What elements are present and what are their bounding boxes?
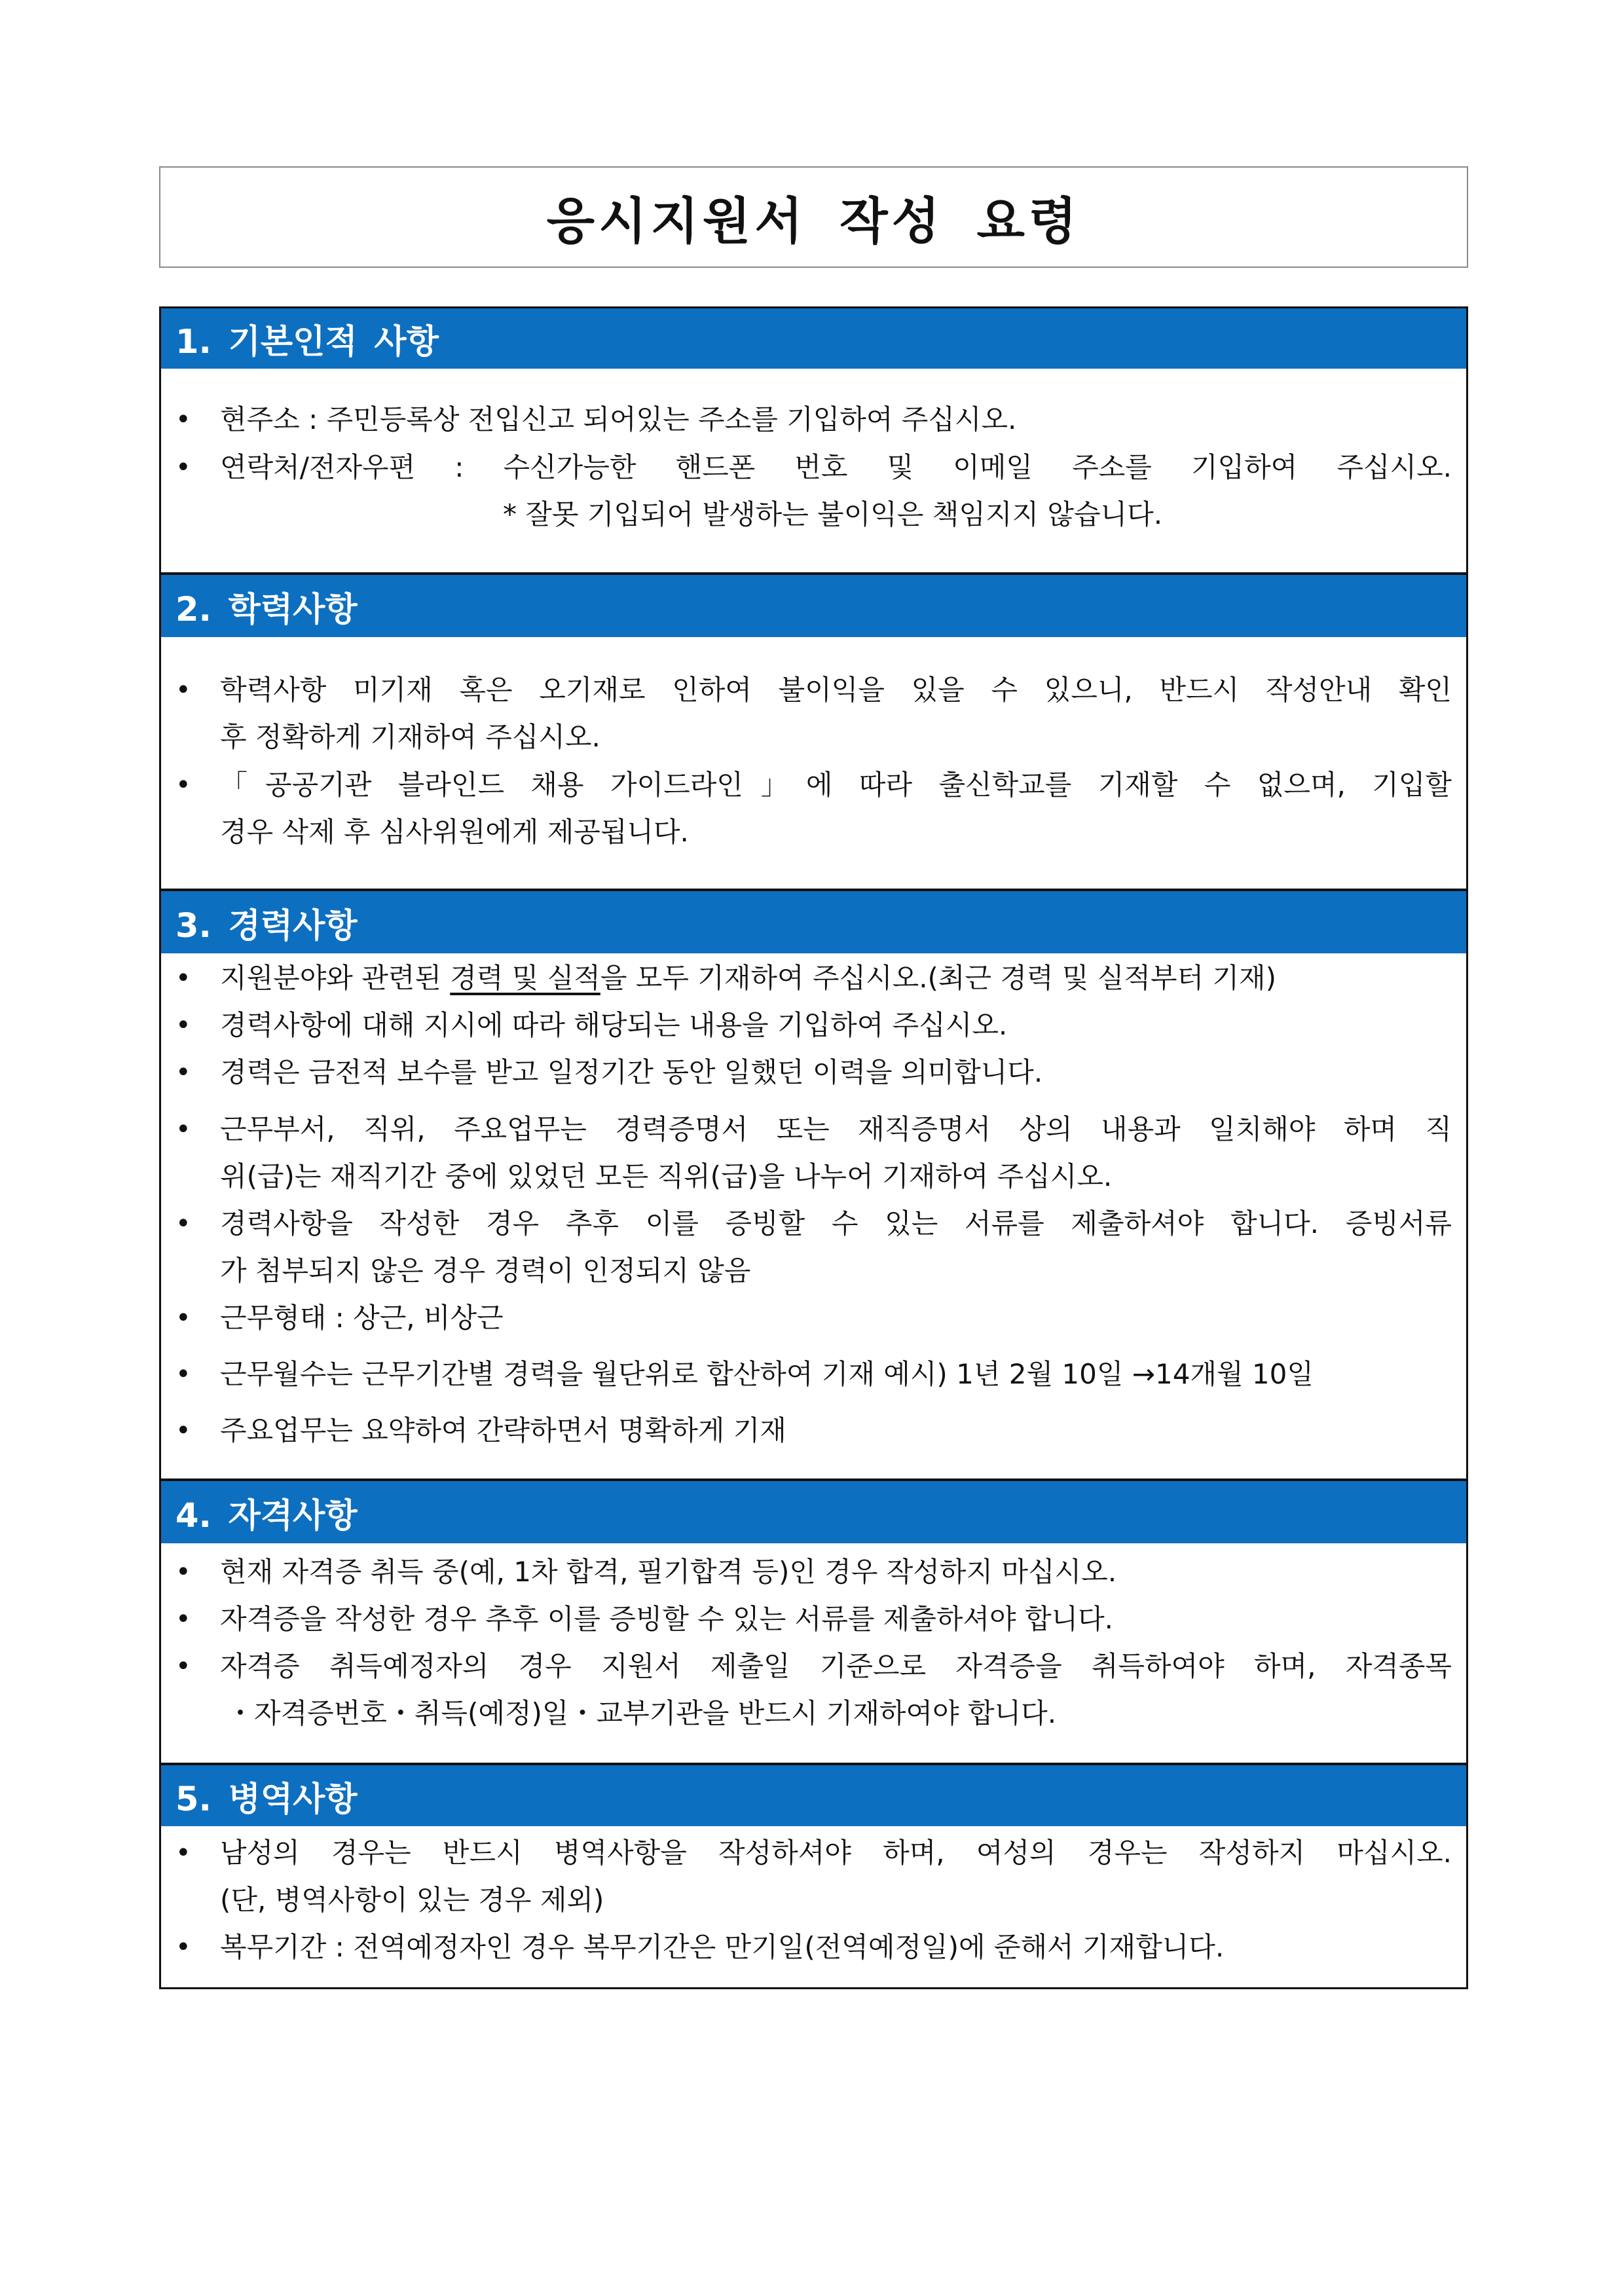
bullet-icon: • [175,1557,191,1587]
item-text-cont: 위(급)는 재직기간 중에 있었던 모든 직위(급)을 나누어 기재하여 주십시오. [220,1160,1113,1192]
item-text: 주요업무는 요약하여 간략하면서 명확하게 기재 [220,1414,786,1446]
bullet-icon: • [175,1010,191,1040]
bullet-icon: • [175,1932,191,1962]
section-basic-info [159,306,1468,574]
section-heading: 5. 병역사항 [161,1765,1466,1826]
item-text [220,955,1276,1002]
bullet-icon: • [175,1359,191,1389]
item-text-cont: 후 정확하게 기재하여 주십시오. [220,721,600,753]
item-note: * 잘못 기입되어 발생하는 불이익은 책임지지 않습니다. [503,498,1163,530]
section-heading: 2. 학력사항 [161,575,1466,637]
bullet-icon: • [175,1303,191,1333]
page-title: 응시지원서 작성 요령 [546,192,1081,250]
item-text: 학력사항 미기재 혹은 오기재로 인하여 불이익을 있을 수 있으니, 반드시 작성안내 확인 [220,674,1452,706]
item-text: 근무부서, 직위, 주요업무는 경력증명서 또는 재직증명서 상의 내용과 일치해야 하며 직 [220,1113,1452,1145]
bullet-icon: • [175,963,191,993]
item-text-part: 지원분야와 관련된 [220,962,451,994]
item-text: 현주소 : 주민등록상 전입신고 되어있는 주소를 기입하여 주십시오. [220,403,1017,435]
section-heading: 3. 경력사항 [161,891,1466,953]
item-text: 현재 자격증 취득 중(예, 1차 합격, 필기합격 등)인 경우 작성하지 마십시오. [220,1556,1117,1588]
bullet-icon: • [175,1604,191,1634]
bullet-icon: • [175,1114,191,1145]
bullet-icon: • [175,1057,191,1088]
bullet-icon: • [175,405,191,435]
bullet-icon: • [175,675,191,705]
underlined-text: 경력 및 실적 [450,962,600,994]
item-text: 자격증을 작성한 경우 추후 이를 증빙할 수 있는 서류를 제출하셔야 합니다. [220,1603,1114,1635]
bullet-icon: • [175,1416,191,1446]
title-box [159,166,1468,268]
item-text: 자격증 취득예정자의 경우 지원서 제출일 기준으로 자격증을 취득하여야 하며, 자격종목 [220,1650,1452,1682]
section-heading: 4. 자격사항 [161,1481,1466,1543]
item-text-cont: (단, 병역사항이 있는 경우 제외) [220,1884,604,1916]
item-text-part: 을 모두 기재하여 주십시오.(최근 경력 및 실적부터 기재) [600,962,1277,994]
item-text-cont: 경우 삭제 후 심사위원에게 제공됩니다. [220,816,689,848]
item-text: 복무기간 : 전역예정자인 경우 복무기간은 만기일(전역예정일)에 준해서 기재합니다. [220,1931,1225,1963]
item-text-cont: 가 첨부되지 않은 경우 경력이 인정되지 않음 [220,1255,751,1287]
section-heading: 1. 기본인적 사항 [161,308,1466,369]
item-text-cont: ・자격증번호・취득(예정)일・교부기관을 반드시 기재하여야 합니다. [227,1697,1057,1729]
item-text: 경력은 금전적 보수를 받고 일정기간 동안 일했던 이력을 의미합니다. [220,1056,1043,1088]
bullet-icon: • [175,1651,191,1681]
item-text: 경력사항에 대해 지시에 따라 해당되는 내용을 기입하여 주십시오. [220,1009,1008,1041]
item-text: 남성의 경우는 반드시 병역사항을 작성하셔야 하며, 여성의 경우는 작성하지 마십시오. [220,1837,1452,1869]
bullet-icon: • [175,770,191,800]
bullet-icon: • [175,1209,191,1239]
bullet-icon: • [175,1838,191,1868]
section-education [159,573,1468,890]
item-text: 연락처/전자우편 : 수신가능한 핸드폰 번호 및 이메일 주소를 기입하여 주십시오. [220,451,1452,483]
item-text: 근무월수는 근무기간별 경력을 월단위로 합산하여 기재 예시) 1년 2월 10일 →14개월 10일 [220,1358,1314,1390]
section-military [159,1763,1468,1989]
section-qualifications [159,1479,1468,1765]
item-text: 「공공기관 블라인드 채용 가이드라인」에 따라 출신학교를 기재할 수 없으며, 기입할 [220,769,1452,801]
item-text: 경력사항을 작성한 경우 추후 이를 증빙할 수 있는 서류를 제출하셔야 합니다. 증빙서류 [220,1207,1452,1239]
item-text: 근무형태 : 상근, 비상근 [220,1302,504,1334]
section-career [159,889,1468,1480]
bullet-icon: • [175,452,191,483]
